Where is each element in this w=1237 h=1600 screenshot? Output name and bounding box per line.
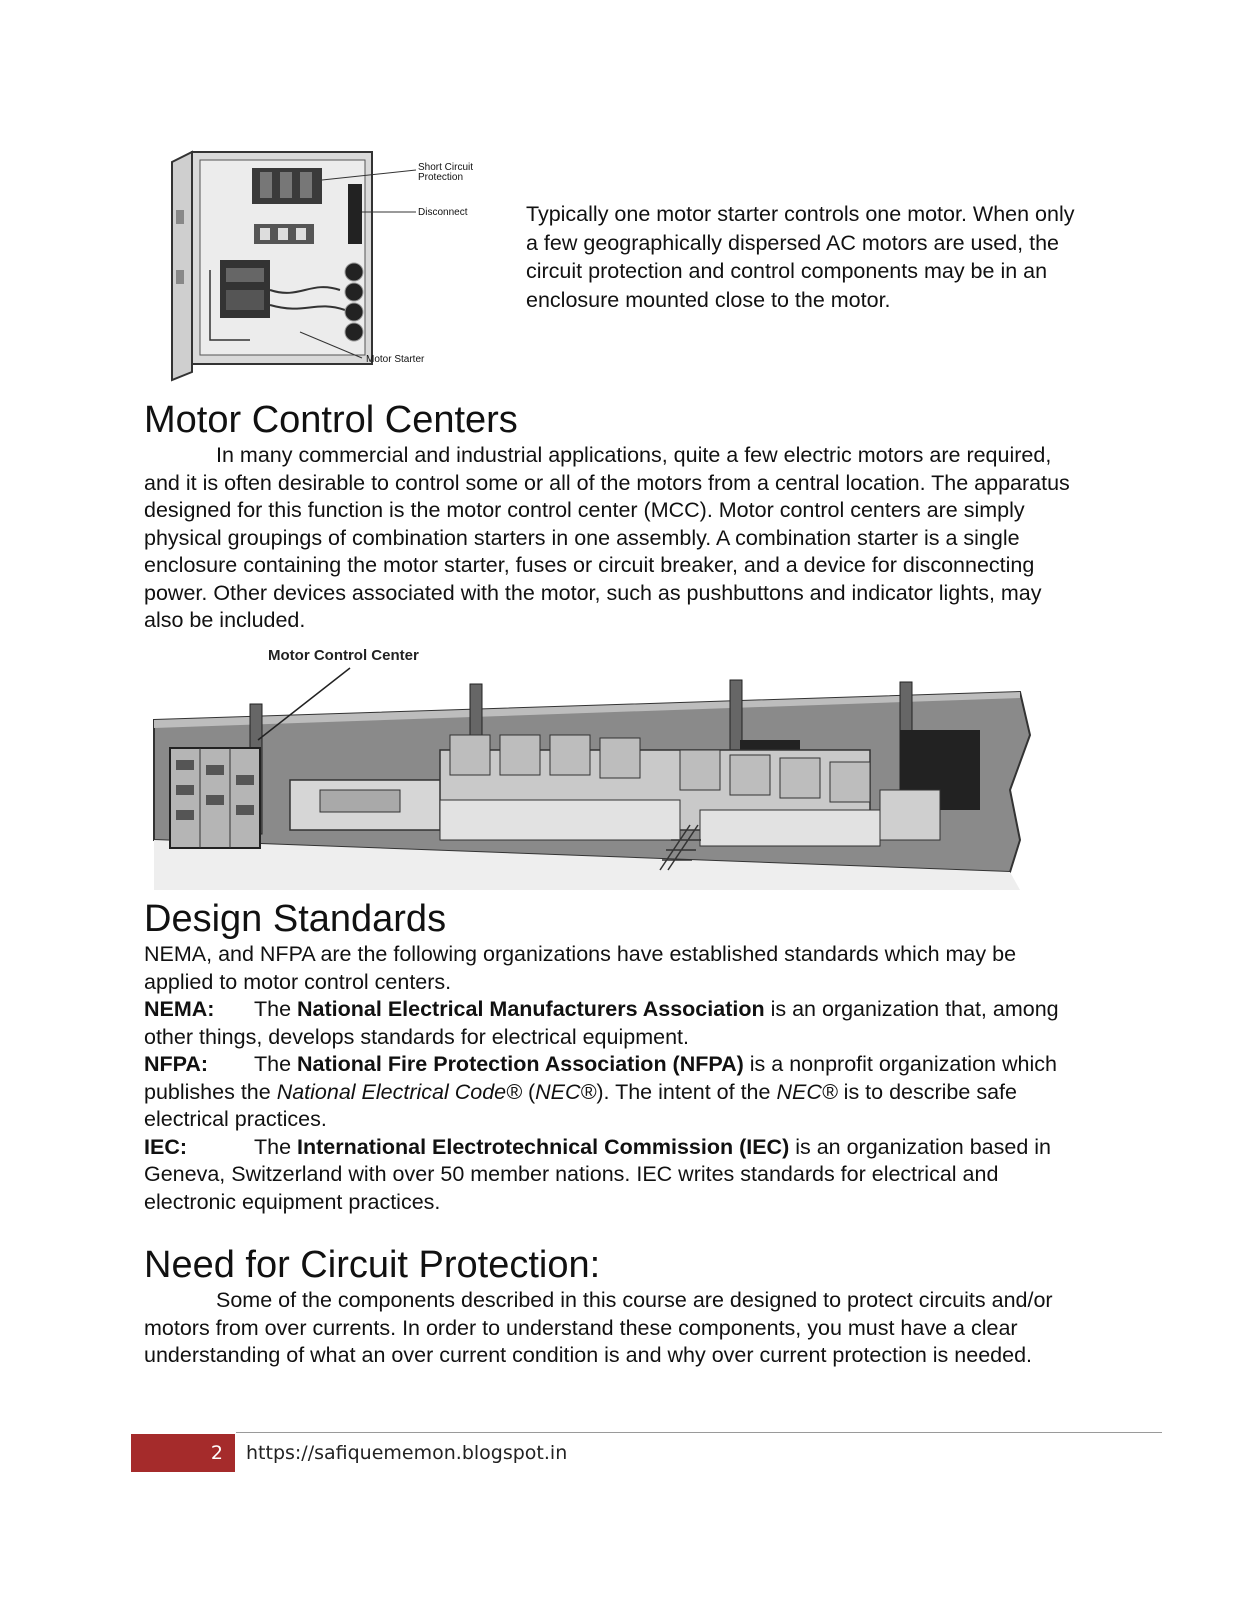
nfpa-pre: The [254,1052,298,1076]
iec-entry [144,1134,1079,1217]
nfpa-label: NFPA: [144,1052,209,1076]
design-standards-block [144,941,1079,1216]
mcc-figure [140,640,1050,890]
iec-name: International Electrotechnical Commission (IEC) [297,1134,790,1159]
footer-rule [236,1432,1162,1433]
nfpa-paren: ( [521,1079,536,1104]
iec-label: IEC: [144,1134,187,1159]
nema-name: National Electrical Manufacturers Association [297,997,765,1021]
disconnect-label: Disconnect [418,207,468,218]
nec-abbrev: NEC® [535,1079,597,1104]
intro-paragraph: Typically one motor starter controls one motor. When only a few geographically dispersed AC motors are used, the circuit protection and control components may be in an enclosure mounted close to the motor. [526,202,1075,312]
nfpa-intent-end: is to describe safe electrical practices. [144,1079,1017,1131]
mcc-paragraph: In many commercial and industrial applications, quite a few electric motors are required, and it is often desirable to control some or all of the motors from a central location. The apparatus designed for this function is the motor control center (MCC). Motor control centers are simply physical groupings of combination starters in one assembly. A combination starter is a single enclosure containing the motor starter, fuses or circuit breaker, and a device for disconnecting power. Other devices associated with the motor, such as pushbuttons and indicator lights, may also be included. [144,443,1070,632]
mcc-figure-label: Motor Control Center [268,647,419,664]
nema-label: NEMA: [144,997,215,1021]
nema-entry [144,996,1079,1051]
section-heading-circuit-protection: Need for Circuit Protection: [144,1244,601,1286]
footer-url-link[interactable]: https://safiquememon.blogspot.in [246,1442,568,1464]
nfpa-description: is a nonprofit organization which publishes the [144,1052,1057,1104]
motor-starter-label: Motor Starter [366,354,425,365]
nema-pre: The [254,997,298,1021]
nec-abbrev-2: NEC® [776,1079,838,1104]
iec-description: is an organization based in Geneva, Switzerland with over 50 member nations. IEC writes standards for electrical and electronic equipment practices. [144,1134,1051,1214]
nema-description: is an organization that, among other things, develops standards for electrical equipment. [144,997,1059,1049]
motor-starter-illustration [140,140,510,385]
motor-starter-figure [140,140,510,385]
nfpa-intent: ). The intent of the [596,1079,777,1104]
section-heading-design-standards: Design Standards [144,898,447,940]
page-number: 2 [210,1442,223,1464]
design-standards-intro: NEMA, and NFPA are the following organizations have established standards which may be applied to motor control centers. [144,942,1017,994]
iec-pre: The [254,1134,298,1159]
section-heading-mcc: Motor Control Centers [144,399,518,441]
mcc-room-illustration [140,640,1050,890]
nfpa-entry [144,1051,1079,1134]
footer-page-bar [131,1434,235,1472]
circuit-protection-paragraph: Some of the components described in this course are designed to protect circuits and/or motors from over currents. In order to understand these components, you must have a clear understanding of what an over current condition is and why over current protection is needed. [144,1288,1053,1367]
short-circuit-label: Short Circuit Protection [418,162,474,183]
nec-code-title: National Electrical Code® [276,1079,522,1104]
nfpa-name: National Fire Protection Association (NFPA) [297,1052,744,1076]
